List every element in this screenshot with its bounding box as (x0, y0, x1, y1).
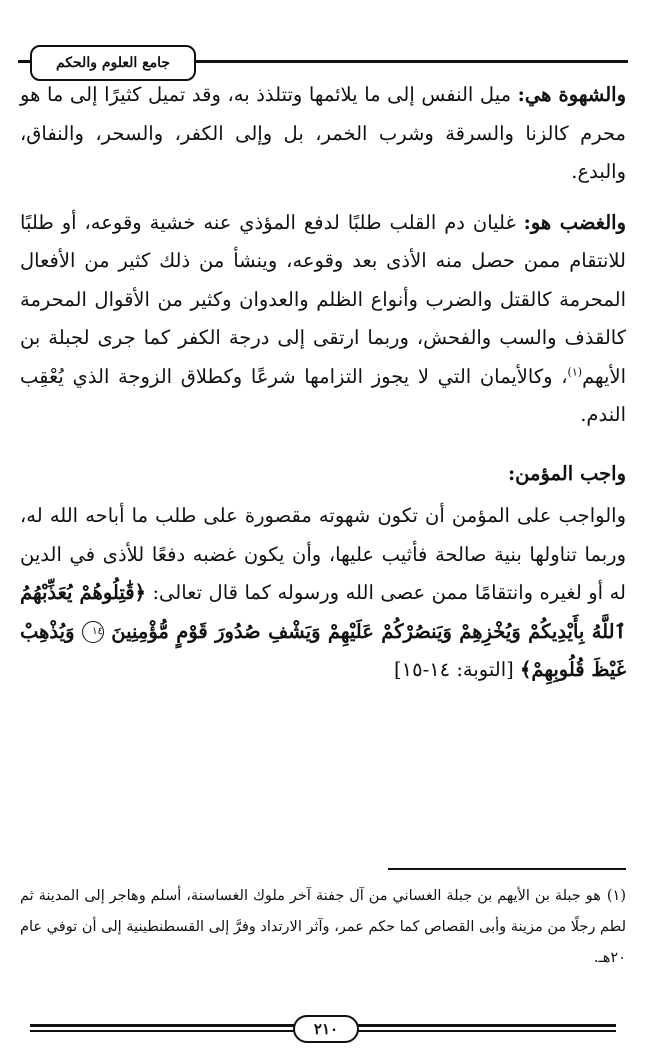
section-text: والواجب على المؤمن أن تكون شهوته مقصورة على طلب ما أباحه الله له، وربما تناولها بنية صالحة فأثيب عليها، وأن يكون غضبه دفعًا للأذى في الدين له أو لغيره وانتقامًا ممن عصى الله ورسوله كما قال تعالى: (20, 504, 626, 604)
main-text (20, 76, 626, 690)
footnote-reference[interactable]: (١) (567, 365, 583, 378)
paragraph-ghadab (20, 204, 626, 435)
quran-verse-part2: وَيُذْهِبْ غَيْظَ قُلُوبِهِمْ﴾ (20, 619, 626, 681)
section-heading: واجب المؤمن: (507, 461, 626, 485)
ayah-number-marker: ١٤ (82, 621, 104, 643)
footnote-number: (١) (606, 888, 626, 904)
paragraph-believer-duty (20, 497, 626, 690)
term-shahwa: والشهوة هي: (517, 83, 626, 106)
paragraph-shahwa (20, 76, 626, 192)
term-ghadab: والغضب هو: (523, 210, 626, 234)
quran-verse-part1: ﴿قَٰتِلُوهُمْ يُعَذِّبْهُمُ ٱللَّهُ بِأَيْدِيكُمْ وَيُخْزِهِمْ وَيَنصُرْكُمْ عَلَيْهِمْ وَيَشْفِ صُدُورَ قَوْمٍ مُّؤْمِنِينَ (20, 581, 626, 643)
definition-ghadab-continued: ، وكالأيمان التي لا يجوز التزامها شرعًا وكطلاق الزوجة الذي يُعْقِب الندم. (20, 364, 626, 426)
quran-citation: [التوبة: ١٤-١٥] (394, 658, 520, 681)
footnote-separator (388, 868, 626, 870)
page-number: ٢١٠ (293, 1015, 359, 1043)
definition-ghadab: غليان دم القلب طلبًا لدفع المؤذي عنه خشية وقوعه، أو طلبًا للانتقام ممن حصل منه الأذى بعد وقوعه، وينشأ من ذلك كثير من الأفعال المحرمة كالقتل والضرب وأنواع الظلم والعدوان وكثير من الأقوال المحرمة كالقذف والسب والفحش، وربما ارتقى إلى درجة الكفر كما جرى لجبلة بن الأيهم (20, 210, 626, 388)
footnote-text: هو جبلة بن الأيهم بن جبلة الغساني من آل جفنة آخر ملوك الغساسنة، أسلم وهاجر إلى المدينة ثم لطم رجلًا من مزينة وأبى القصاص كما حكم عمر، وآثر الارتداد وفرَّ إلى القسطنطينية إلى أن توفي عام ٢٠هـ. (20, 888, 626, 966)
book-title: جامع العلوم والحكم (55, 55, 171, 71)
footnote (20, 881, 626, 974)
definition-shahwa: ميل النفس إلى ما يلائمها وتتلذذ به، وقد تميل كثيرًا إلى ما هو محرم كالزنا والسرقة وشرب الخمر، بل وإلى الكفر، والسحر، والنفاق، والبدع. (20, 83, 626, 183)
